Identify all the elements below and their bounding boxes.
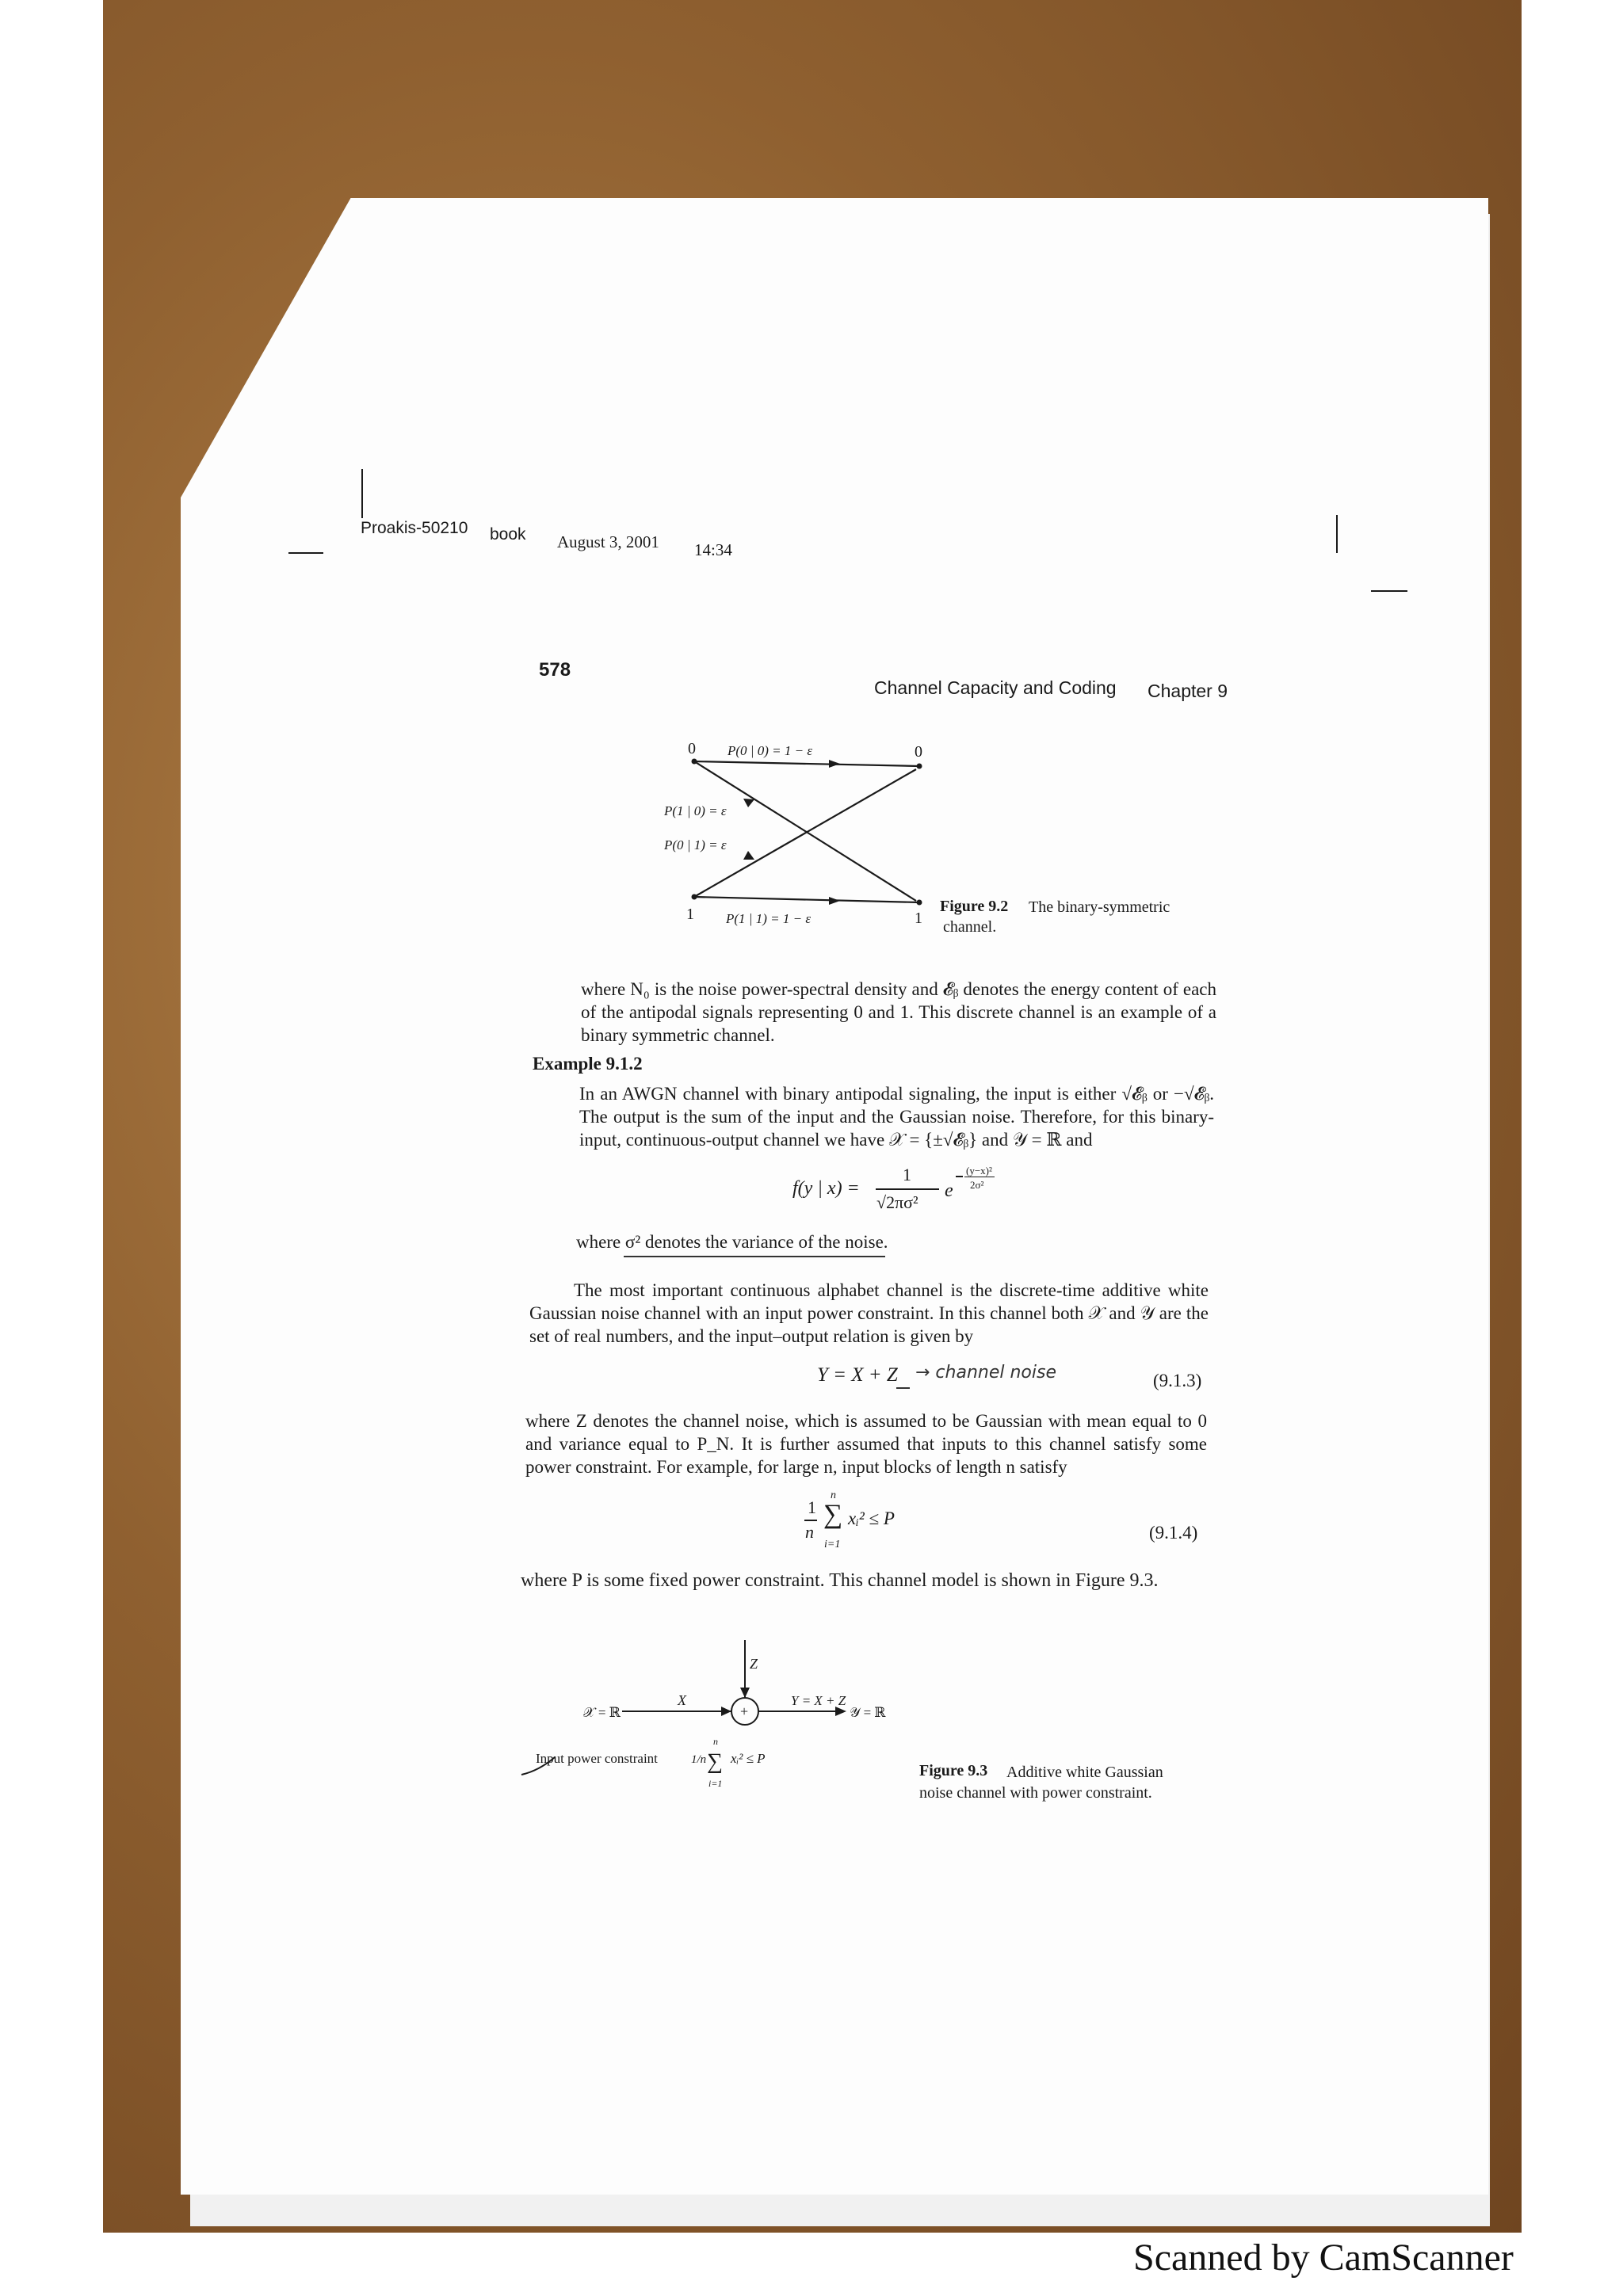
- eq-914-sum-top: n: [831, 1489, 836, 1501]
- eq-913-handwritten-annotation: → channel noise: [915, 1363, 1056, 1383]
- header-book: book: [490, 525, 526, 543]
- example-title: Example 9.1.2: [533, 1054, 643, 1074]
- awgn-x-set: 𝒳 = ℝ: [583, 1705, 621, 1720]
- figure-9-3-caption: Additive white Gaussian noise channel with power constraint.: [919, 1764, 1163, 1802]
- awgn-constraint-frac: 1/n: [691, 1753, 707, 1766]
- crop-mark: [1336, 515, 1338, 553]
- figure-9-3-caption-label: Figure 9.3: [919, 1762, 988, 1779]
- eq-913-number: (9.1.3): [1153, 1371, 1202, 1390]
- example-after: where σ² denotes the variance of the noise.: [576, 1232, 888, 1252]
- awgn-x-label: X: [678, 1692, 686, 1708]
- awgn-y-set: 𝒴 = ℝ: [850, 1705, 886, 1720]
- eq-913-underline: [896, 1387, 910, 1389]
- hand-underline: [624, 1256, 885, 1257]
- crop-mark: [1371, 590, 1407, 592]
- awgn-constraint-sum-bottom: i=1: [708, 1778, 723, 1789]
- bsc-label-p11: P(1 | 1) = 1 − ε: [726, 911, 812, 926]
- eq-fyx-exp-den: 2σ²: [970, 1179, 984, 1191]
- awgn-constraint-body: xᵢ² ≤ P: [731, 1751, 766, 1766]
- awgn-constraint-sum-top: n: [713, 1736, 718, 1747]
- eq-914-sigma: ∑: [823, 1500, 843, 1529]
- paragraph-noise-constraint: where Z denotes the channel noise, which is assumed to be Gaussian with mean equal to 0 and variance equal to P_N. It is further assumed that inputs to this channel satisfy some power constraint. For example, for large n, input blocks of length n satisfy: [525, 1411, 1207, 1477]
- paragraph-noise-density: where N₀ is the noise power-spectral density and 𝓔ᵦ denotes the energy content of each of the antipodal signals representing 0 and 1. This discrete channel is an example of a binary symmetric channel.: [581, 979, 1216, 1045]
- eq-fyx-num: 1: [903, 1165, 911, 1184]
- bsc-input-0: 0: [688, 740, 696, 757]
- awgn-plus: +: [740, 1703, 749, 1719]
- eq-fyx-bar: [876, 1188, 939, 1190]
- awgn-z-label: Z: [750, 1656, 758, 1672]
- eq-914-frac-num: 1: [808, 1497, 816, 1517]
- header-date: August 3, 2001: [557, 532, 659, 551]
- bsc-output-0: 0: [915, 743, 922, 761]
- bsc-output-1: 1: [915, 910, 922, 927]
- paragraph-figure-ref: where P is some fixed power constraint. This channel model is shown in Figure 9.3.: [521, 1570, 1159, 1591]
- eq-913-expr: Y = X + Z: [817, 1364, 898, 1386]
- eq-914-frac-bar: [804, 1520, 817, 1521]
- running-head-chapter: Chapter 9: [1148, 681, 1228, 701]
- eq-914-body: xᵢ² ≤ P: [848, 1508, 895, 1528]
- bsc-input-1: 1: [686, 906, 694, 923]
- bsc-label-p01: P(0 | 1) = ε: [664, 837, 727, 852]
- eq-fyx-exp-minus: [956, 1176, 963, 1177]
- eq-914-number: (9.1.4): [1149, 1523, 1198, 1543]
- awgn-constraint-label: Input power constraint: [536, 1751, 658, 1766]
- header-id: Proakis-50210: [361, 519, 468, 537]
- eq-914-frac-den: n: [805, 1522, 814, 1542]
- bsc-label-p10: P(1 | 0) = ε: [664, 803, 727, 818]
- figure-9-2-caption-label: Figure 9.2: [940, 898, 1009, 915]
- scanner-watermark: Scanned by CamScanner: [1133, 2237, 1514, 2279]
- eq-fyx-lhs: f(y | x) =: [792, 1178, 860, 1199]
- example-body: In an AWGN channel with binary antipodal signaling, the input is either √𝓔ᵦ or −√𝓔ᵦ. The output is the sum of the input and the Gaussian noise. Therefore, for this binary-input, continuous-output channel we have 𝒳 = {±√𝓔ᵦ} and 𝒴 = ℝ and: [579, 1084, 1214, 1150]
- page-number: 578: [539, 659, 571, 681]
- eq-914-sum-bottom: i=1: [824, 1539, 841, 1550]
- awgn-constraint-sigma: ∑: [707, 1749, 723, 1774]
- eq-fyx-e: e: [945, 1180, 953, 1201]
- awgn-y-expr: Y = X + Z: [791, 1693, 846, 1708]
- bsc-label-p00: P(0 | 0) = 1 − ε: [727, 743, 813, 758]
- header-time: 14:34: [694, 540, 732, 559]
- eq-fyx-exp-num: (y−x)²: [966, 1165, 992, 1177]
- figure-9-2-diagram: [650, 733, 951, 931]
- running-head-title: Channel Capacity and Coding: [874, 677, 1117, 698]
- eq-fyx-den: √2πσ²: [876, 1192, 918, 1212]
- crop-mark: [288, 552, 323, 554]
- crop-mark: [361, 469, 363, 518]
- paragraph-awgn: The most important continuous alphabet channel is the discrete-time additive white Gaussian noise channel with an input power constraint. In this channel both 𝒳 and 𝒴 are the set of real numbers, and the input–output relation is given by: [529, 1280, 1209, 1346]
- figure-9-2-caption: The binary-symmetric channel.: [943, 898, 1170, 936]
- figure-9-3-diagram: [507, 1632, 951, 1822]
